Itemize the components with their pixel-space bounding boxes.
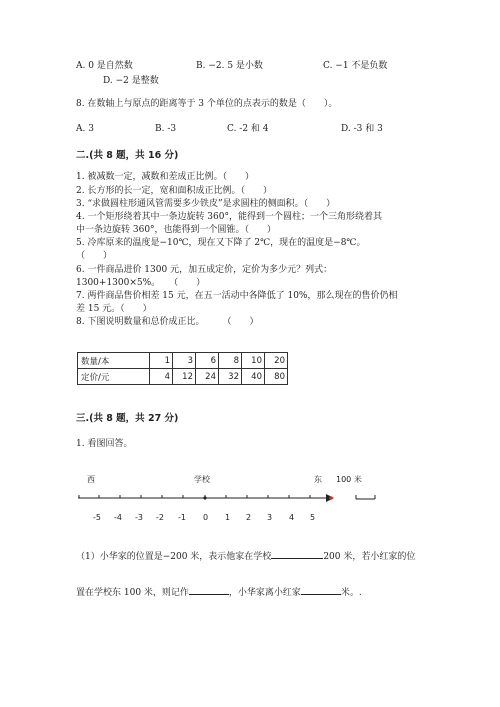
table-row-label: 数量/本	[78, 353, 150, 369]
s2-line-9: 1300+1300×5%。 （ ）	[76, 278, 206, 288]
arrow-head-icon	[326, 494, 334, 502]
table-row	[78, 353, 288, 369]
table-cell: 40	[242, 369, 265, 385]
label-west: 西	[87, 475, 95, 484]
label-east: 东	[314, 475, 322, 484]
part1-line1-end: 200 米，若小红家的位	[323, 552, 416, 562]
q8-option-b: B. -3	[155, 124, 177, 134]
answer-blank-3[interactable]	[301, 586, 341, 595]
table-cell: 32	[219, 369, 242, 385]
section2-heading: 二.(共 8 题，共 16 分)	[76, 150, 179, 161]
table-cell: 20	[265, 353, 288, 369]
tick-label: 2	[246, 513, 252, 522]
tick-label: 4	[289, 513, 295, 522]
tick-label: 0	[203, 513, 209, 522]
part1-line2-mid: ，小华家离小红家	[228, 588, 301, 598]
s3-q1-prompt: 1. 看图回答。	[76, 439, 133, 449]
tick-label: 5	[310, 513, 316, 522]
table-cell: 10	[242, 353, 265, 369]
q7-option-c: C. −1 不是负数	[323, 61, 388, 71]
price-quantity-table	[77, 352, 288, 385]
label-scale: 100 米	[336, 475, 362, 484]
q7-option-b: B. −2. 5 是小数	[196, 61, 263, 71]
label-school: 学校	[194, 475, 210, 484]
tick-label: 1	[225, 513, 231, 522]
part1-line2-end: 米。.	[340, 588, 362, 598]
q8-option-d: D. -3 和 3	[341, 124, 383, 134]
origin-dot	[203, 496, 206, 499]
q7-option-d: D. −2 是整数	[103, 76, 159, 86]
s2-line-2: 2. 长方形的长一定，宽和面积成正比例。（ ）	[76, 186, 272, 196]
arrow-tip-dot	[329, 496, 333, 500]
scale-bar-icon	[356, 495, 375, 499]
table-cell: 12	[173, 369, 196, 385]
s2-line-10: 7. 两件商品售价相差 15 元，在五一活动中各降低了 10%，那么现在的售价仍相	[76, 291, 398, 301]
table-cell: 6	[196, 353, 219, 369]
tick-label: -3	[135, 513, 143, 522]
table-cell: 80	[265, 369, 288, 385]
q7-option-a: A. 0 是自然数	[76, 61, 133, 71]
table-cell: 4	[150, 369, 173, 385]
q8-stem: 8. 在数轴上与原点的距离等于 3 个单位的点表示的数是（ ）。	[76, 99, 338, 109]
s2-line-11: 差 15 元。（ ）	[76, 304, 152, 314]
table-cell: 1	[150, 353, 173, 369]
tick-label: -2	[156, 513, 164, 522]
s2-line-8: 6. 一件商品进价 1300 元，加五成定价，定价为多少元？列式：	[76, 265, 333, 275]
answer-blank-2[interactable]	[189, 586, 229, 595]
s2-line-12: 8. 下图说明数量和总价成正比。 （ ）	[76, 317, 259, 327]
tick-label: -5	[93, 513, 101, 522]
s2-line-1: 1. 被减数一定，减数和差成正比例。（ ）	[76, 172, 254, 182]
s2-line-6: 5. 冷库原来的温度是−10℃，现在又下降了 2℃，现在的温度是−8℃。	[76, 238, 366, 248]
q8-option-a: A. 3	[76, 124, 94, 134]
tick-label: -4	[114, 513, 122, 522]
table-cell: 3	[173, 353, 196, 369]
s3-part1-line2	[76, 586, 362, 598]
tick-label: 3	[267, 513, 273, 522]
tick-marks	[79, 495, 310, 498]
table-cell: 24	[196, 369, 219, 385]
s2-line-5: 中一条边旋转 360°，也能得到一个圆锥。（ ）	[76, 225, 277, 235]
s2-line-3: 3. “求做圆柱形通风管需要多少铁皮”是求圆柱的侧面积。（ ）	[76, 199, 336, 209]
tick-label: -1	[178, 513, 186, 522]
s3-part1-line1	[76, 550, 415, 562]
answer-blank-1[interactable]	[271, 550, 323, 559]
table-cell: 8	[219, 353, 242, 369]
part1-line2-text: 置在学校东 100 米，则记作	[76, 588, 189, 598]
table-row-label: 定价/元	[78, 369, 150, 385]
s2-line-7: （ ）	[76, 251, 113, 261]
table-row	[78, 369, 288, 385]
part1-line1-text: （1）小华家的位置是−200 米，表示他家在学校	[76, 552, 272, 562]
s2-line-4: 4. 一个矩形绕着其中一条边旋转 360°，能得到一个圆柱；一个三角形绕着其	[76, 212, 382, 222]
q8-option-c: C. -2 和 4	[227, 124, 269, 134]
section3-heading: 三.(共 8 题，共 27 分)	[76, 413, 179, 424]
